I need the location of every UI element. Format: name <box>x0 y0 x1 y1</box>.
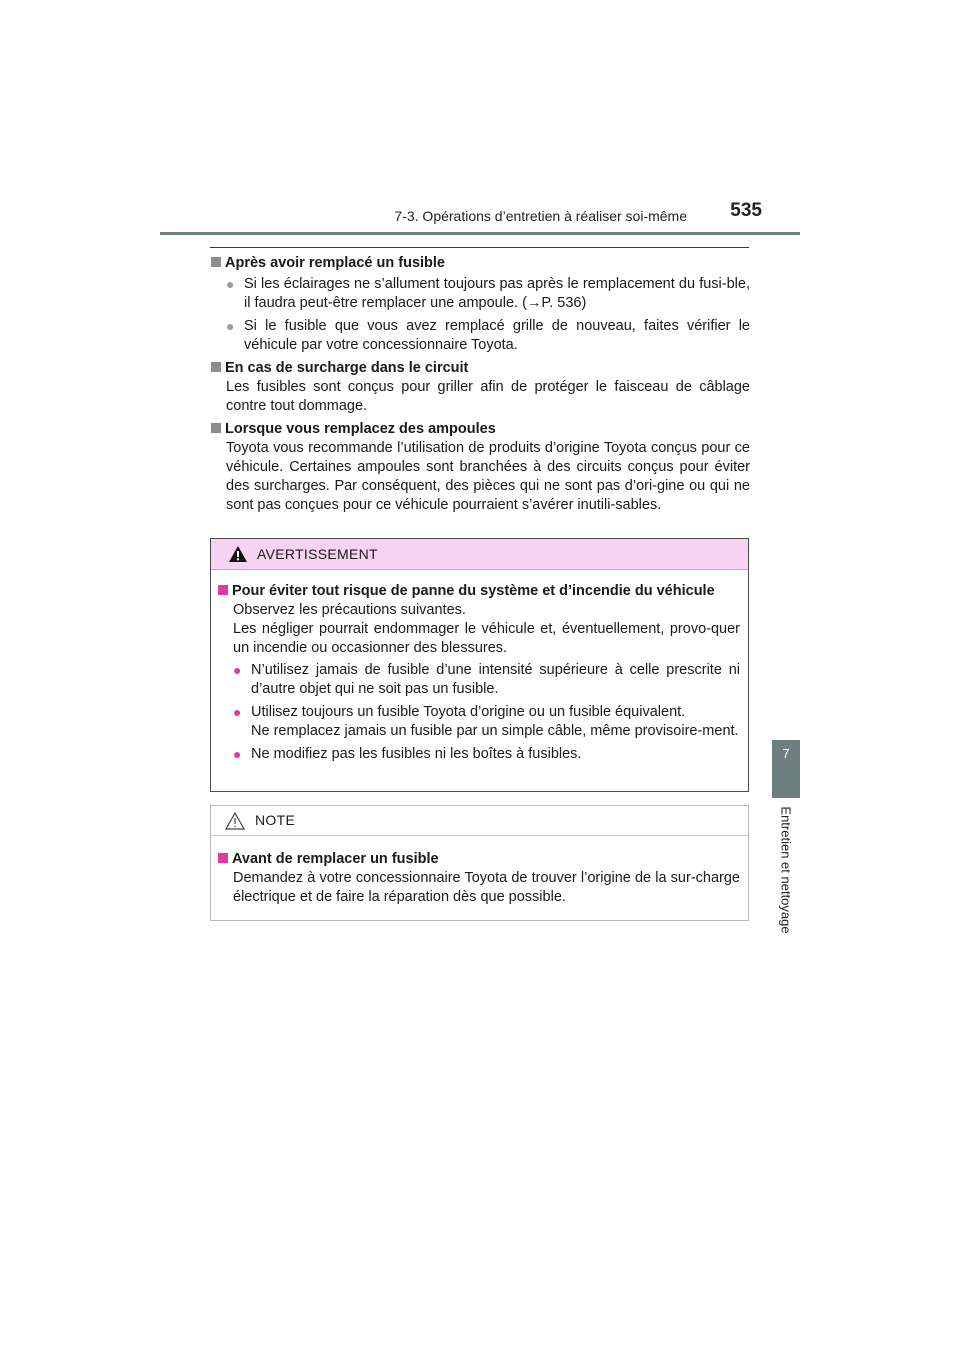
section-bulbs <box>210 420 750 515</box>
note-title: Avant de remplacer un fusible <box>232 851 439 867</box>
note-header <box>211 806 748 836</box>
list-item <box>217 661 740 699</box>
bullet-text: Si le fusible que vous avez remplacé grille de nouveau, faites vérifier le véhicule par votre concessionnaire Toyota. <box>244 318 750 353</box>
warning-triangle-icon <box>229 546 247 562</box>
bullet-text: Utilisez toujours un fusible Toyota d’origine ou un fusible équivalent. <box>251 704 686 720</box>
section-after-fuse <box>210 254 750 355</box>
list-item <box>210 275 750 313</box>
circle-bullet-icon: ● <box>226 318 235 334</box>
list-item <box>217 745 740 764</box>
list-item <box>210 317 750 355</box>
circle-bullet-icon: ● <box>226 276 235 292</box>
section-text: Toyota vous recommande l’utilisation de produits d’origine Toyota conçus pour ce véhicule. Certaines ampoules sont branchées à des circuits conçus pour éviter des surcharges. Par conséquent, des pièces qui ne sont pas d’ori-gine ou qui ne sont pas conçues pour ce véhicule pourraient s’avérer inutili-sables. <box>226 440 750 513</box>
warning-intro-2: Les négliger pourrait endommager le véhicule et, éventuellement, provo-quer un incendie ou occasionner des blessures. <box>233 621 740 656</box>
bullet-text-extra: Ne remplacez jamais un fusible par un simple câble, même provisoire-ment. <box>251 723 739 739</box>
main-content <box>210 254 750 519</box>
list-item <box>217 703 740 741</box>
chapter-tab-label: Entretien et nettoyage <box>778 806 794 934</box>
square-bullet-icon <box>218 853 228 863</box>
content-rule <box>210 247 749 248</box>
warning-label: AVERTISSEMENT <box>257 545 378 562</box>
header-section-title: 7-3. Opérations d’entretien à réaliser soi-même <box>394 208 687 224</box>
warning-box <box>210 538 749 792</box>
warning-title: Pour éviter tout risque de panne du système et d’incendie du véhicule <box>232 583 715 599</box>
note-body <box>211 836 748 907</box>
bullet-text[interactable]: Si les éclairages ne s’allument toujours pas après le remplacement du fusi-ble, il faudra peut-être remplacer une ampoule. (→P. 536) <box>244 276 750 311</box>
square-bullet-icon <box>211 257 221 267</box>
note-label: NOTE <box>255 812 296 828</box>
note-box <box>210 805 749 921</box>
note-text: Demandez à votre concessionnaire Toyota de trouver l’origine de la sur-charge électrique et de faire la réparation dès que possible. <box>233 870 740 905</box>
section-text: Les fusibles sont conçus pour griller afin de protéger le faisceau de câblage contre tout dommage. <box>226 379 750 414</box>
bullet-text: Ne modifiez pas les fusibles ni les boîtes à fusibles. <box>251 746 582 762</box>
square-bullet-icon <box>218 585 228 595</box>
chapter-tab-number: 7 <box>782 746 790 761</box>
square-bullet-icon <box>211 423 221 433</box>
section-title: En cas de surcharge dans le circuit <box>225 360 469 376</box>
circle-bullet-icon: ● <box>233 704 242 720</box>
section-title: Lorsque vous remplacez des ampoules <box>225 421 496 437</box>
caution-outline-icon <box>225 812 245 830</box>
section-overload <box>210 359 750 416</box>
warning-intro-1: Observez les précautions suivantes. <box>233 602 466 618</box>
circle-bullet-icon: ● <box>233 746 242 762</box>
warning-header <box>211 539 748 570</box>
header-rule <box>160 232 800 235</box>
square-bullet-icon <box>211 362 221 372</box>
page-number: 535 <box>730 200 762 221</box>
section-title: Après avoir remplacé un fusible <box>225 255 445 271</box>
warning-body <box>211 570 748 764</box>
circle-bullet-icon: ● <box>233 662 242 678</box>
bullet-text: N’utilisez jamais de fusible d’une intensité supérieure à celle prescrite ni d’autre objet qui ne soit pas un fusible. <box>251 662 740 697</box>
